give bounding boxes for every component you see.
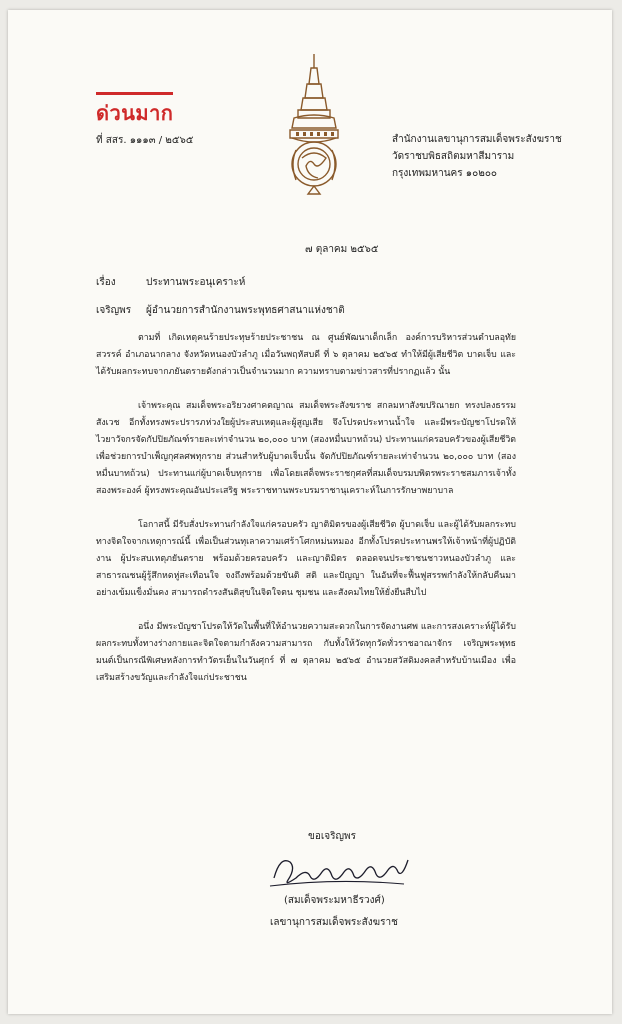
supreme-patriarch-emblem-icon: [284, 54, 344, 196]
letter-date: ๗ ตุลาคม ๒๕๖๕: [305, 244, 379, 255]
signer-name: (สมเด็จพระมหาธีรวงศ์): [284, 895, 385, 906]
office-address: [392, 131, 562, 182]
reference-number: ที่ สสร. ๑๑๑๓ / ๒๕๖๕: [96, 135, 194, 146]
signer-position: เลขานุการสมเด็จพระสังฆราช: [270, 917, 398, 928]
addressee-row: [96, 303, 345, 318]
letter-body: [96, 330, 516, 704]
letter-page: [8, 10, 612, 1014]
urgent-stamp: ด่วนมาก: [96, 92, 173, 129]
subject-row: [96, 275, 245, 290]
office-line: วัดราชบพิธสถิตมหาสีมาราม: [392, 151, 515, 162]
addressee-label: เจริญพร: [96, 305, 132, 316]
body-paragraph: โอกาสนี้ มีรับสั่งประทานกำลังใจแก่ครอบครัว ญาติมิตรของผู้เสียชีวิต ผู้บาดเจ็บ และผู้ได้รับผลกระทบทางจิตใจจากเหตุการณ์นี้ เพื่อเป็นส่วนทุเลาความเศร้าโศกหม่นหมอง อีกทั้งโปรดประทานพรให้เจ้าหน้าที่ผู้ปฏิบัติงาน ผู้ประสบเหตุภยันตราย พร้อมด้วยครอบครัว และญาติมิตร ตลอดจนประชาชนชาวหนองบัวลำภู และสาธารณชนผู้รู้สึกหดหู่สะเทือนใจ จงถึงพร้อมด้วยขันติ สติ และปัญญา ในอันที่จะฟื้นฟูสรรพกำลังให้กลับคืนมาอย่างเข้มแข็งมั่นคง สามารถดำรงสันติสุขในจิตใจตน ชุมชน และสังคมไทยให้ยั่งยืนสืบไป: [96, 520, 516, 598]
handwritten-signature: [266, 848, 416, 892]
body-paragraph: เจ้าพระคุณ สมเด็จพระอริยวงศาคตญาณ สมเด็จพระสังฆราช สกลมหาสังฆปริณายก ทรงปลงธรรมสังเวช อีกทั้งทรงพระปรารภห่วงใยผู้ประสบเหตุและผู้สูญเสีย จึงโปรดประทานน้ำใจ และมีพระบัญชาโปรดให้ไวยาวัจกรจัดกัปปิยภัณฑ์รายละเท่าจำนวน ๒๐,๐๐๐ บาท (สองหมื่นบาทถ้วน) ประทานแก่ครอบครัวของผู้เสียชีวิต เพื่อช่วยการบำเพ็ญกุศลศพทุกราย ส่วนสำหรับผู้บาดเจ็บนั้น จัดกัปปิยภัณฑ์รายละเท่าจำนวน ๒๐,๐๐๐ บาท (สองหมื่นบาทถ้วน) ประทานแก่ผู้บาดเจ็บทุกราย เพื่อโดยเสด็จพระราชกุศลที่สมเด็จบรมบพิตรพระราชสมภารเจ้าทั้งสองพระองค์ ผู้ทรงพระคุณอันประเสริฐ พระราชทานพระบรมราชานุเคราะห์ในการรักษาพยาบาล: [96, 401, 516, 496]
addressee-text: ผู้อำนวยการสำนักงานพระพุทธศาสนาแห่งชาติ: [146, 305, 345, 316]
office-line: สำนักงานเลขานุการสมเด็จพระสังฆราช: [392, 134, 562, 145]
body-paragraph: ตามที่ เกิดเหตุคนร้ายประทุษร้ายประชาชน ณ ศูนย์พัฒนาเด็กเล็ก องค์การบริหารส่วนตำบลอุทัยสวรรค์ อำเภอนากลาง จังหวัดหนองบัวลำภู เมื่อวันพฤหัสบดี ที่ ๖ ตุลาคม ๒๕๖๕ ทำให้มีผู้เสียชีวิต บาดเจ็บ และได้รับผลกระทบจากภยันตรายดังกล่าวเป็นจำนวนมาก ความทราบตามข่าวสารที่ปรากฏแล้ว นั้น: [96, 333, 516, 377]
office-line: กรุงเทพมหานคร ๑๐๒๐๐: [392, 168, 498, 179]
subject-text: ประทานพระอนุเคราะห์: [146, 277, 246, 288]
subject-label: เรื่อง: [96, 277, 116, 288]
body-paragraph: อนึ่ง มีพระบัญชาโปรดให้วัดในพื้นที่ให้อำนวยความสะดวกในการจัดงานศพ และการสงเคราะห์ผู้ได้รับผลกระทบทั้งทางร่างกายและจิตใจตามกำลังความสามารถ กับทั้งให้วัดทุกวัดทั่วราชอาณาจักร เจริญพระพุทธมนต์เป็นกรณีพิเศษหลังการทำวัตรเย็นในวันศุกร์ ที่ ๗ ตุลาคม ๒๕๖๕ อำนวยสวัสดิมงคลสำหรับบ้านเมือง เพื่อเสริมสร้างขวัญและกำลังใจแก่ประชาชน: [96, 622, 516, 683]
closing-salutation: ขอเจริญพร: [308, 831, 356, 842]
